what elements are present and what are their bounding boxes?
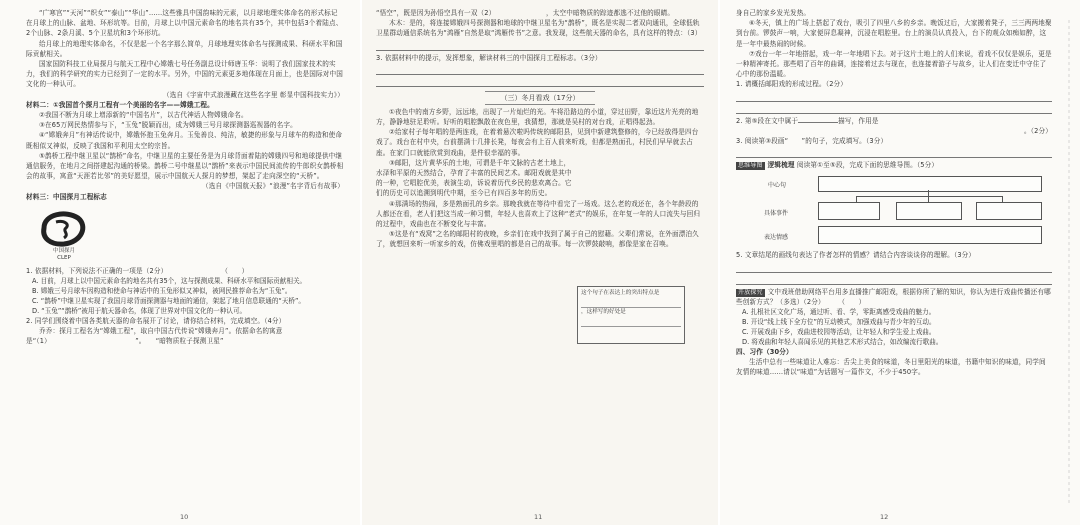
- writing-title: 四、习作（30分）: [736, 348, 793, 357]
- mind-map-event-box[interactable]: [818, 202, 880, 220]
- mind-map-event-box[interactable]: [976, 202, 1042, 220]
- passage-para-7: ⑦戏台一年一年地搭起，戏一年一年地唱下去。对于这片土地上的人们来说，看戏不仅仅是娱乐，更是一种精神寄托。那些唱了百年的曲调，连接着过去与现在，也连接着游子与故乡，让人们在变迁中守住了心中的那份温暖。: [736, 49, 1052, 79]
- q5-stem: 5. 文章结尾的画线句表达了作者怎样的情感？请结合内容谈谈你的理解。（3分）: [736, 251, 976, 260]
- annotation-box[interactable]: [577, 286, 685, 344]
- passage-para-3: ③邮阳，这片黄华乐的土地，可谓是千年文脉的古老土地上，水泽和平原的天然结合，孕育了丰富的民间艺术。邮阳戏就是其中的一种，它唱腔优美，表演生动，诉说着历代乡民的悲欢离合。它们的历史可以追溯到明代中期，至今已有四百多年的历史。: [376, 158, 572, 198]
- q6-stem: 开放探究 文中戏班借助网络平台用多直播推广邮阳戏，根据你所了解的知识，你认为进行戏曲传播还有哪些创新方式？（多选）（2分） （ ）: [736, 287, 1051, 306]
- page-middle-column: [376, 8, 704, 250]
- page-number: 10: [180, 513, 189, 521]
- binding-margin: [1062, 0, 1076, 525]
- annotation-line[interactable]: [581, 317, 681, 327]
- passage-para-2: ②给家村子每年唱的是两连戏，在着着悬次啦吗传统的邮阳县，见到中新建筑整修的，今已经放得是四台戏了。戏台在村中央，台前摆满十几排长凳，每夜会有上百人前来听戏，但都是熟面孔，村民们早早就去占座。在家门口就能欣赏到戏曲，是件很幸福的事。: [376, 128, 699, 157]
- q1-option-d[interactable]: D. “玉兔”“鹊桥”被用于航天器命名，体现了世界对中国文化的一种认可。: [32, 307, 247, 316]
- q6-option-c[interactable]: C. 开展戏曲下乡，戏曲进校园等活动，让年轻人和学生爱上戏曲。: [742, 328, 936, 337]
- answer-line[interactable]: [376, 41, 704, 51]
- m2-source: （选自《中国航天报》“浪漫”名字背后有故事）: [201, 182, 344, 191]
- page-number: 11: [534, 513, 543, 521]
- mind-map-connector: [856, 196, 1002, 197]
- q1-option-a[interactable]: A. 目前，月球上以中国元素命名的地名共有35个，这与探测成果、科研水平和国际贡献相关。: [32, 277, 307, 286]
- m3-title: 材料三：中国探月工程标志: [26, 192, 107, 201]
- page-right-column: [736, 8, 1052, 378]
- m2-title: 材料二：①我国首个探月工程有一个美丽的名字——嫦娥工程。: [26, 100, 214, 109]
- page-left: [0, 0, 360, 525]
- clep-logo: [36, 208, 92, 262]
- answer-line[interactable]: [376, 77, 704, 87]
- answer-line[interactable]: [736, 148, 1052, 158]
- q1-option-b[interactable]: B. 嫦娥三号月球车因构造和使命与神话中的玉兔形似又神似，被网民推荐命名为“玉兔”。: [32, 287, 292, 296]
- m2-para2: ②我国不断为月球上增添新的“中国名片”，以古代神话人物嫦娥命名。: [39, 111, 248, 120]
- q1-stem: 1. 请概括邮阳戏的形成过程。（2分）: [736, 80, 848, 89]
- passage-para-4: ④那满场的热闹，多是熟面孔的乡亲。那晚我就在等待中看完了一场戏。这么老的戏还在，各个年龄段的人都还在看，老人们把这当成一种习惯，年轻人也喜欢上了这种“老式”的娱乐，在年复一年的人口流失与回归的过程中，戏曲也在不断变化与丰富。: [376, 199, 701, 229]
- page-middle: [362, 0, 718, 525]
- mind-map: [736, 174, 1052, 248]
- answer-line[interactable]: [736, 275, 1052, 285]
- q1-option-c[interactable]: C. “鹊桥”中继卫星实现了我国月球背面探测器与地面的通信，架起了地月信息联通的“天桥”。: [32, 297, 306, 306]
- passage-para-1: ①夜色中的南方乡野，远远地，出现了一片灿烂的光。车将沿路边的小道，穿过田野，靠近这片光亮的地方，静静地驻足聆听。好听的唱腔飘散在夜色里，我猜想，那就是吴村的对台戏，正唱得起劲。: [376, 107, 699, 127]
- page-right: [720, 0, 1080, 525]
- mind-map-emotion-label: 表达情感: [764, 234, 789, 242]
- logo-caption-en: CLEP: [57, 254, 71, 261]
- q6-option-a[interactable]: A. 扎根社区文化广场，通过听、看、学，零距离感受戏曲的魅力。: [742, 308, 936, 317]
- page-number: 12: [880, 513, 889, 521]
- binding-margin-icon: [1062, 0, 1076, 525]
- m2-para3: ③在65万网民热情参与下，“玉兔”脱颖而出，成为嫦娥三号月球探测器巡视器的名字。: [39, 121, 297, 130]
- annotation-prompt-2: ，这样写的好处是: [581, 309, 626, 315]
- mind-map-center-label: 中心句: [768, 182, 787, 190]
- logo-caption-cn: 中国探月: [52, 247, 75, 254]
- m2-para4: ④“嫦娥奔月”有神话传说中，嫦娥怀抱玉兔奔月。玉兔善良、纯洁，敏捷的形象与月球车的构造和使命既相似又神似，反映了我国和平利用太空的宗旨。: [26, 131, 343, 150]
- q3-stem: 3. 依据材料中的提示，发挥想象，解读材料三的中国探月工程标志。（3分）: [376, 53, 602, 62]
- annotation-prompt: 这个句子在表达上的突出特点是: [581, 290, 660, 296]
- mind-map-emotion-box[interactable]: [818, 226, 1042, 244]
- q2-continued: “悟空”，既是因为孙悟空具有一双（2） ，太空中暗物质的踪迹都逃不过他的眼睛。: [376, 9, 675, 17]
- answer-line[interactable]: [376, 65, 704, 75]
- writing-prompt: 生活中总有一些味道让人难忘：舌尖上美食的味道，冬日里阳光的味道，书籍中知识的味道，同学间友情的味道……请以“味道”为话题写一篇作文，不少于450字。: [736, 358, 1046, 377]
- passage-para-5: ⑤这是有“戏窝”之名的邮阳村的夜晚，乡亲们在戏中找到了属于自己的慰藉。父辈们常说，在外面漂泊久了，就想回来听一听家乡的戏，仿佛戏里唱的都是自己的故事。每一次锣鼓敲响，都像是家在召唤。: [376, 230, 699, 249]
- q2-text: 乔乔：探月工程名为“嫦娥工程”，取自中国古代传说“嫦娥奔月”。依据命名的寓意是“（1） ”。 “暗物质粒子探测卫星”: [26, 327, 283, 346]
- m1-source: （选自《宇宙中式浪漫藏在这些名字里 彰显中国科技实力》）: [162, 90, 344, 99]
- q2-score: 。（2分）: [1023, 126, 1052, 135]
- m1-intro: “广寒宫”“天河”“织女”“泰山”“华山”……这些雅具中国韵味的元素，以月球地理实体命名的形式标记在月球上的山脉、盆地、环形坑等。目前，月球上以中国元素命名的地名共有35个，其中包括3个着陆点、2个山脉、2条月溪、5个卫星坑和3个环形坑。: [26, 9, 343, 38]
- passage-continued: 身自己的家乡发光发热。: [736, 9, 811, 17]
- answer-line[interactable]: [736, 92, 1052, 102]
- q2-continued-2: 木木：是的，将连接嫦娥四号探测器和地球的中继卫星名为“鹊桥”，既名是实现二者双向通讯，全球低轨卫星群动通信系统名为“鸿雁”自然是取“鸿雁传书”之意。我发现，这些航天器的命名，具有这样的特点：（3）: [376, 19, 702, 38]
- answer-line[interactable]: [736, 104, 1052, 114]
- mind-map-center-box[interactable]: [818, 176, 1042, 192]
- mind-map-events-label: 具体事件: [764, 210, 789, 218]
- answer-line[interactable]: [736, 263, 1052, 273]
- page-left-column: [26, 8, 344, 347]
- section-title: （三）冬月看戏（17分）: [376, 91, 704, 105]
- q6-tag: 开放探究: [738, 288, 763, 296]
- passage-para-6: ⑥冬天，镇上的广场上搭起了戏台，吸引了四里八乡的乡亲。晚饭过后，大家搬着凳子，三三两两地聚到台前。锣鼓声一响，大家便屏息凝神，沉浸在唱腔里。台上的演员认真投入，台下的观众如痴如醉，这是一年中最热闹的时候。: [736, 19, 1052, 48]
- clep-logo-icon: [36, 208, 92, 248]
- q1-stem: 1. 依据材料，下列说法不正确的一项是（2分） （ ）: [26, 266, 249, 275]
- q4-tag: 思维导图: [738, 162, 763, 170]
- annotation-line[interactable]: [581, 298, 681, 308]
- q4-stem: 思维导图 逻辑梳理 阅读第①至⑤段，完成下面的思维导图。（5分）: [738, 161, 939, 170]
- q3-stem: 3. 阅读第③段画“ ”的句子，完成填写。（3分）: [736, 137, 888, 146]
- m2-para5: ⑤鹊桥工程中继卫星以“鹊桥”命名，中继卫星的主要任务是为月球背面着陆的嫦娥四号和地球提供中继通信服务，在地月之间搭建起沟通的桥梁。鹊桥二号中继星以“鹊桥”来表示中国民间流传的牛郎织女鹊桥相会的故事，寓意“天涯若比邻”的美好愿望，展示中国航天人探月的梦想，架起了走向深空的“天桥”。: [26, 151, 344, 181]
- m1-para3: 国家国防科技工业局探月与航天工程中心嫦娥七号任务副总设计师唐玉华：说明了我们国家技术的实力，我们的科学研究的实力已经到了一定的水平。另外，中国的元素更多地体现在月面上，也是国际对中国文化的一种认可。: [26, 60, 343, 89]
- m1-para2: 给月球上的地理实体命名，不仅是起一个名字那么简单，月球地理实体命名与探测成果、科研水平和国际贡献相关。: [26, 39, 343, 58]
- q2-stem: 2. 第⑤段在文中属于 描写，作用是: [736, 116, 879, 125]
- q2-stem: 2. 同学们围绕着中国各类航天器的命名展开了讨论，请你结合材料，完成填空。（4分）: [26, 317, 286, 326]
- q6-option-d[interactable]: D. 将戏曲和年轻人喜闻乐见的其他艺术形式结合，如改编流行歌曲。: [742, 338, 943, 347]
- mind-map-event-box[interactable]: [896, 202, 962, 220]
- q6-option-b[interactable]: B. 开设“线上线下全方位”的互动模式，加强戏曲与青少年的互动。: [742, 318, 936, 327]
